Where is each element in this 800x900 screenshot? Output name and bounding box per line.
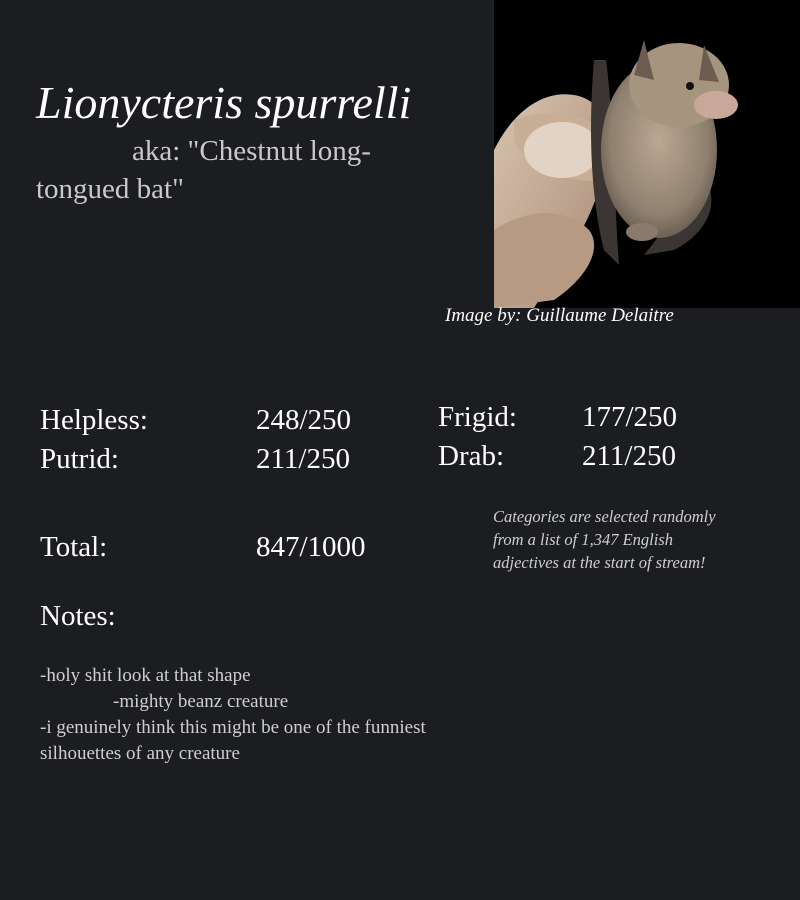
note-line: silhouettes of any creature: [40, 743, 240, 764]
species-title: Lionycteris spurrelli: [36, 77, 412, 128]
stat-frigid-value: 177/250: [582, 401, 678, 433]
stat-helpless-value: 248/250: [256, 404, 352, 436]
stat-drab-value: 211/250: [582, 440, 676, 472]
note-line: -i genuinely think this might be one of the funniest: [40, 717, 426, 738]
stat-frigid-label: Frigid:: [438, 401, 517, 433]
note-line: -mighty beanz creature: [113, 691, 289, 712]
bat-photo: [494, 0, 800, 308]
common-name: aka: "Chestnut long-tongued bat": [36, 135, 371, 205]
stat-putrid-value: 211/250: [256, 443, 350, 475]
bat-photo-illustration: [494, 0, 800, 308]
categories-note: Categories are selected randomly from a list of 1,347 English adjectives at the start of stream!: [493, 507, 716, 572]
total-value: 847/1000: [256, 531, 366, 563]
stat-drab-label: Drab:: [438, 440, 505, 472]
notes-heading: Notes:: [40, 600, 116, 632]
note-line: -holy shit look at that shape: [40, 665, 251, 686]
stat-helpless-label: Helpless:: [40, 404, 148, 436]
image-credit: Image by: Guillaume Delaitre: [445, 305, 674, 326]
stat-putrid-label: Putrid:: [40, 443, 119, 475]
total-label: Total:: [40, 531, 108, 563]
